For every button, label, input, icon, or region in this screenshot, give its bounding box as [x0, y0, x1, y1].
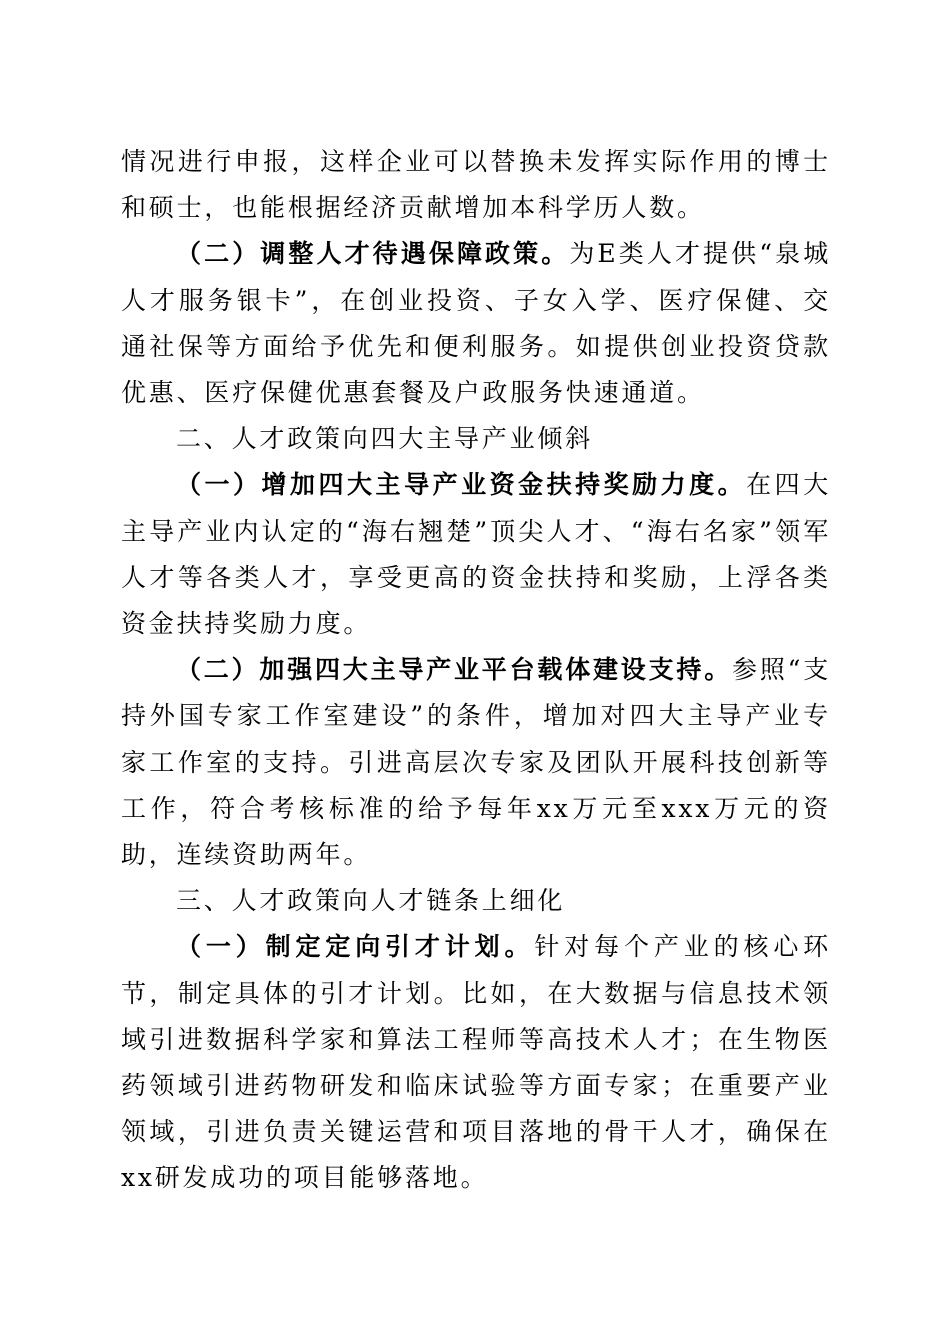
paragraph-text: 为E类人才提供“泉城人才服务银卡”，在创业投资、子女入学、医疗保健、交通社保等方面给予优先和便利服务。如提供创业投资贷款优惠、医疗保健优惠套餐及户政服务快速通道。 — [121, 239, 832, 408]
paragraph-text: 在四大主导产业内认定的“海右翘楚”顶尖人才、“海右名家”领军人才等各类人才，享受更高的资金扶持和奖励，上浮各类资金扶持奖励力度。 — [121, 470, 831, 639]
paragraph-lead: （二）加强四大主导产业平台载体建设支持。 — [176, 655, 733, 685]
paragraph-targeted-recruitment — [121, 924, 831, 1201]
document-body — [121, 139, 831, 1202]
paragraph-lead: （一）增加四大主导产业资金扶持奖励力度。 — [176, 470, 747, 500]
paragraph-increase-funding — [121, 462, 831, 647]
section-heading-3: 三、人才政策向人才链条上细化 — [176, 886, 566, 916]
paragraph-adjust-talent-treatment — [121, 231, 831, 416]
section-heading-2: 二、人才政策向四大主导产业倾斜 — [176, 424, 594, 454]
paragraph-text: 针对每个产业的核心环节，制定具体的引才计划。比如，在大数据与信息技术领域引进数据科学家和算法工程师等高技术人才；在生物医药领域引进药物研发和临床试验等方面专家；在重要产业领域，引进负责关键运营和项目落地的骨干人才，确保在xx研发成功的项目能够落地。 — [121, 932, 831, 1193]
paragraph-text: 参照“支持外国专家工作室建设”的条件，增加对四大主导产业专家工作室的支持。引进高层次专家及团队开展科技创新等工作，符合考核标准的给予每年xx万元至xxx万元的资助，连续资助两年。 — [121, 655, 831, 870]
paragraph-text: 情况进行申报，这样企业可以替换未发挥实际作用的博士和硕士，也能根据经济贡献增加本科学历人数。 — [121, 147, 831, 223]
paragraph-lead: （一）制定定向引才计划。 — [176, 932, 535, 962]
paragraph-lead: （二）调整人才待遇保障政策。 — [176, 239, 570, 269]
paragraph-continuation — [121, 139, 831, 231]
paragraph-platform-support — [121, 647, 831, 878]
